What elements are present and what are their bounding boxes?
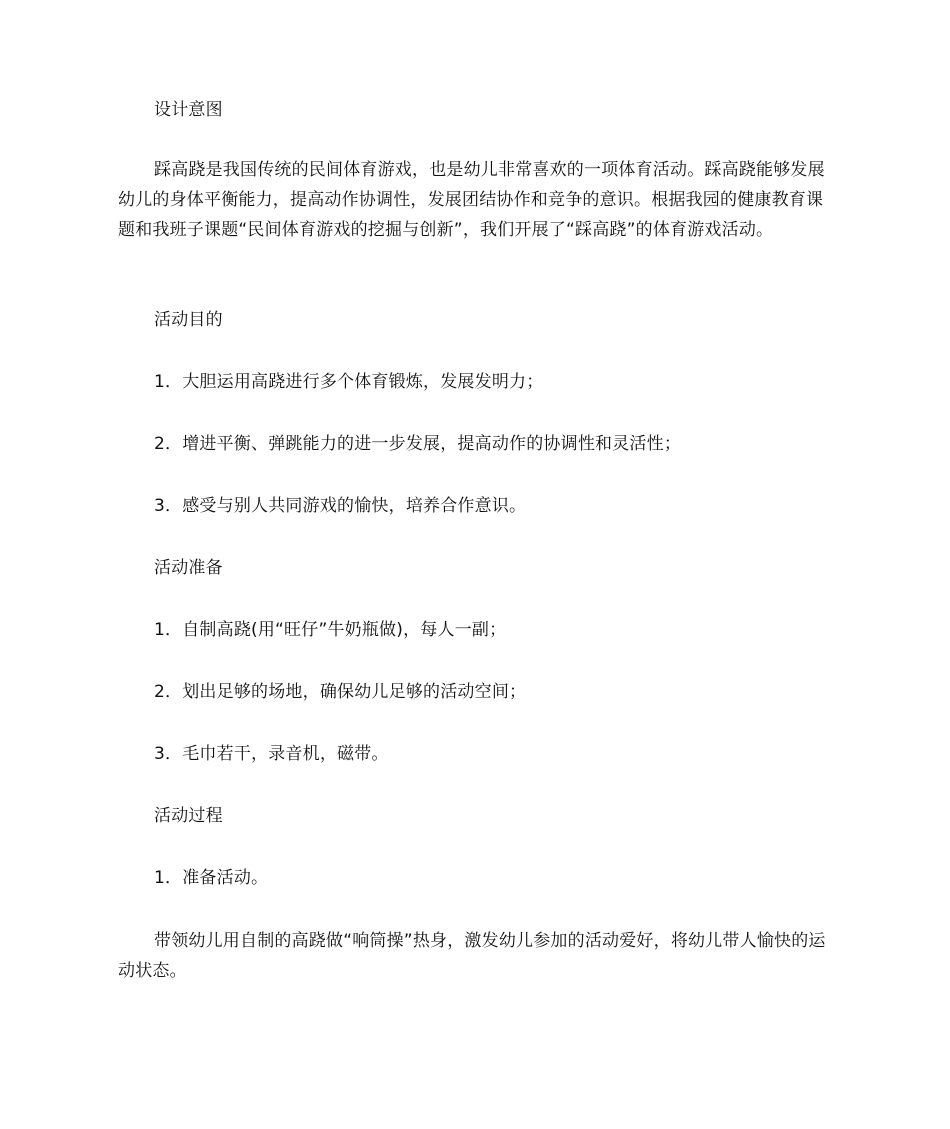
heading-design-intent: 设计意图 xyxy=(154,100,223,120)
process-step-1: 1．准备活动。 xyxy=(154,868,269,888)
preparation-item-3: 3．毛巾若干，录音机，磁带。 xyxy=(154,744,389,764)
paragraph-warmup: 带领幼儿用自制的高跷做“响筒操”热身，激发幼儿参加的活动爱好，将幼儿带人愉快的运动状态。 xyxy=(118,931,826,981)
preparation-item-1: 1．自制高跷(用“旺仔”牛奶瓶做)，每人一副； xyxy=(154,620,507,640)
paragraph-design-intent: 踩高跷是我国传统的民间体育游戏，也是幼儿非常喜欢的一项体育活动。踩高跷能够发展幼儿的身体平衡能力，提高动作协调性，发展团结协作和竞争的意识。根据我园的健康教育课题和我班子课题“民间体育游戏的挖掘与创新”，我们开展了“踩高跷”的体育游戏活动。 xyxy=(118,160,825,240)
goal-item-3: 3．感受与别人共同游戏的愉快，培养合作意识。 xyxy=(154,496,527,516)
goal-item-1: 1．大胆运用高跷进行多个体育锻炼，发展发明力； xyxy=(154,372,544,392)
goal-item-2: 2．增进平衡、弹跳能力的进一步发展，提高动作的协调性和灵活性； xyxy=(154,434,682,454)
heading-activity-preparation: 活动准备 xyxy=(154,558,223,578)
document-page xyxy=(118,0,832,1129)
heading-activity-process: 活动过程 xyxy=(154,806,223,826)
preparation-item-2: 2．划出足够的场地，确保幼儿足够的活动空间； xyxy=(154,682,527,702)
heading-activity-goals: 活动目的 xyxy=(154,310,223,330)
